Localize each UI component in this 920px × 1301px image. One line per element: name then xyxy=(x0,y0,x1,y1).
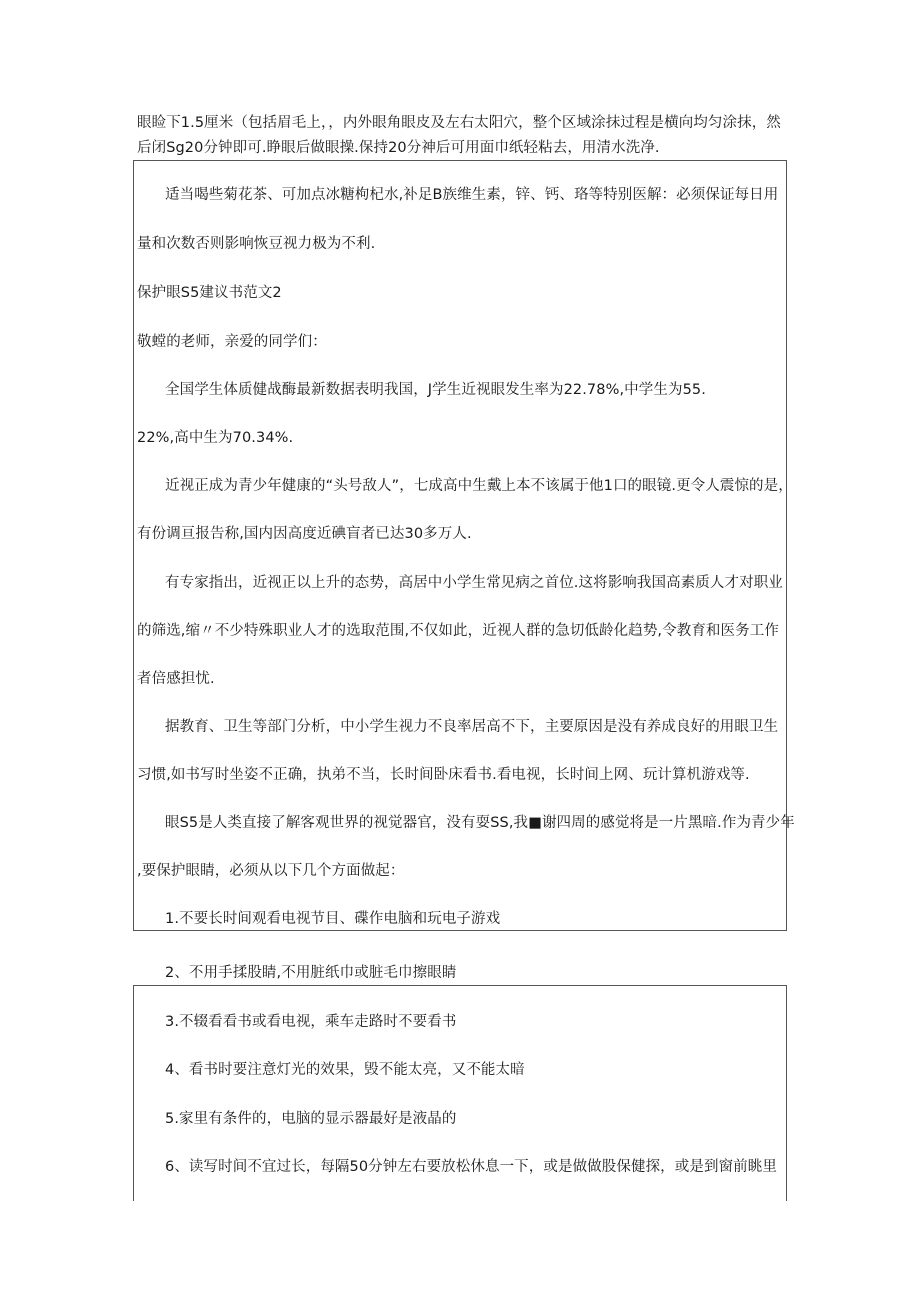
list-item: 2、不用手揉股睛,不用脏纸巾或脏毛巾擦眼睛 xyxy=(165,965,457,981)
list-item: 1.不要长时间观看电视节目、碟作电脑和玩电子游戏 xyxy=(165,911,501,927)
list-item: 3.不辍看看书或看电视，乘车走路时不要看书 xyxy=(165,1014,457,1030)
list-item: 5.家里有条件的，电脑的显示器最好是液晶的 xyxy=(165,1111,457,1127)
paragraph-line: 22%,高中生为70.34%. xyxy=(137,430,294,446)
paragraph-line: 眼睑下1.5厘米（包括眉毛上，，内外眼角眼皮及左右太阳穴，整个区域涂抹过程是横向均匀涂抹，然 xyxy=(137,115,781,131)
list-item: 4、看书时要注意灯光的效果，毁不能太亮，又不能太暗 xyxy=(165,1062,525,1078)
paragraph-line: ,要保护眼睛，必须从以下几个方面做起： xyxy=(137,863,405,879)
list-item: 6、读写时间不宜过长，每隔50分钟左右要放松休息一下，或是做做股保健探，或是到窗前眺里 xyxy=(165,1159,777,1175)
paragraph-line: 者倍感担忧. xyxy=(137,671,215,687)
paragraph-line: 有专家指出，近视正以上升的态势，高居中小学生常见病之首位.这将影响我国高素质人才对职业 xyxy=(165,575,783,591)
paragraph-line: 的筛选,缩〃不少特殊职业人才的选取范围,不仅如此，近视人群的急切低龄化趋势,令教育和医务工作 xyxy=(137,623,779,639)
paragraph-line: 习惯,如书写时坐姿不正确，执弟不当，长时间卧床看书.看电视，长时间上网、玩计算机游戏等. xyxy=(137,767,750,783)
salutation: 敬螳的老师，亲爱的同学们： xyxy=(137,334,327,350)
paragraph-line: 后闭Sg20分钟即可.睁眼后做眼操.保持20分神后可用面巾纸轻粘去，用清水洗净. xyxy=(137,140,660,156)
paragraph-line: 眼S5是人类直接了解客观世界的视觉器官，没有耍SS,我■谢四周的感觉将是一片黑暗.作为青少年 xyxy=(165,815,795,831)
paragraph-line: 近视正成为青少年健康的“头号敌人”，七成高中生戴上本不该属于他1口的眼镜.更令人震惊的是， xyxy=(165,478,793,494)
paragraph-line: 量和次数否则影响恢豆视力极为不利. xyxy=(137,236,376,252)
paragraph-line: 适当喝些菊花茶、可加点冰糖枸杞水,补足B族维生素，锌、钙、珞等特别医解：必须保证每日用 xyxy=(165,187,779,203)
paragraph-line: 全国学生体质健战酶最新数据表明我国，J学生近视眼发生率为22.78%,中学生为55. xyxy=(165,382,706,398)
section-heading: 保护眼S5建议书范文2 xyxy=(137,285,282,301)
paragraph-line: 据教育、卫生等部门分析，中小学生视力不良率居高不下，主要原因是没有养成良好的用眼卫生 xyxy=(165,719,779,735)
paragraph-line: 有份调亘报告称,国内因高度近碘盲者已达30多万人. xyxy=(137,526,472,542)
